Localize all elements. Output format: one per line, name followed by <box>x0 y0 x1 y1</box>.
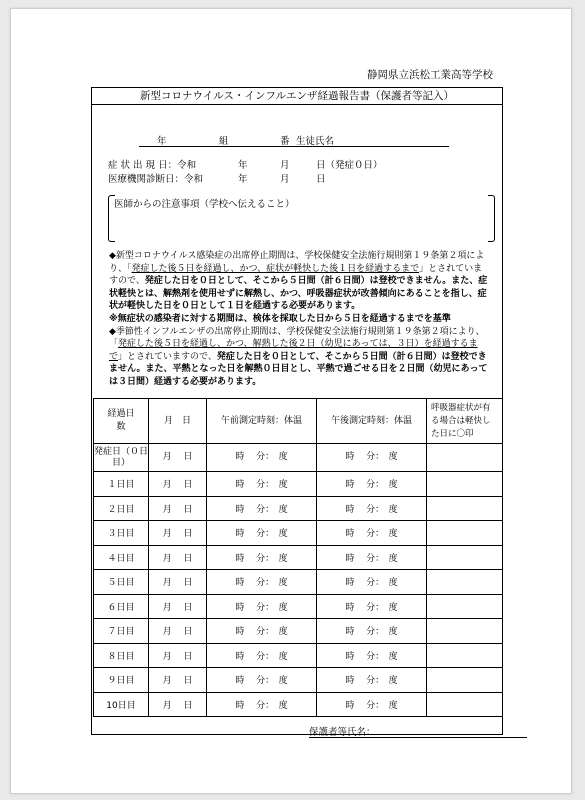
row-date-cell: 月 日 <box>149 496 207 521</box>
header-elapsed-days: 経過日数 <box>94 399 149 444</box>
row-symptom-mark[interactable] <box>427 643 503 668</box>
row-am-time-temp: 時 分： 度 <box>207 444 317 472</box>
flu-rule <box>109 326 491 389</box>
row-am-time-temp: 時 分： 度 <box>207 668 317 693</box>
table-row <box>94 444 503 472</box>
row-am-time-temp: 時 分： 度 <box>207 594 317 619</box>
row-symptom-mark[interactable] <box>427 444 503 472</box>
flu-rule-bold: 発症した日を０日として、そこから５日間（計６日間）は登校できません。また、平熱となった日を解熱０日目とし、平熱で過ごせる日を２日間（幼児にあっては３日間）経過する必要があります。 <box>109 351 488 387</box>
row-date-cell: 月 日 <box>149 668 207 693</box>
row-elapsed-day: ８日目 <box>94 643 149 668</box>
row-date-cell: 月 日 <box>149 521 207 546</box>
table-body <box>94 444 503 717</box>
covid-rule-mid: 」とされていますので、 <box>109 263 483 287</box>
dates-block <box>108 159 408 187</box>
doctor-notes-label: 医師からの注意事項（学校へ伝えること） <box>114 199 295 210</box>
row-am-time-temp: 時 分： 度 <box>207 619 317 644</box>
guardian-name-line <box>309 724 527 738</box>
row-date-cell: 月 日 <box>149 594 207 619</box>
row-symptom-mark[interactable] <box>427 570 503 595</box>
flu-rule-intro: ◆季節性インフルエンザの出席停止期間は、学校保健安全法施行規則第１９条第２項により、「 <box>109 326 485 350</box>
row-elapsed-day: ５日目 <box>94 570 149 595</box>
row-symptom-mark[interactable] <box>427 594 503 619</box>
asymptomatic-note: ※無症状の感染者に対する期間は、検体を採取した日から５日を経過するまでを基準 <box>109 313 451 324</box>
row-am-time-temp: 時 分： 度 <box>207 496 317 521</box>
row-elapsed-day: ４日目 <box>94 545 149 570</box>
row-am-time-temp: 時 分： 度 <box>207 692 317 717</box>
onset-day-label: 日（発症０日） <box>316 160 383 171</box>
row-symptom-mark[interactable] <box>427 496 503 521</box>
flu-rule-underlined: 発症した後５日を経過し、かつ、解熱した後２日（幼児にあっては、３日）を経過するまで <box>109 339 478 362</box>
onset-date-label: 症 状 出 現 日：令和 <box>108 160 197 171</box>
onset-month-label: 月 <box>280 160 290 171</box>
row-elapsed-day: 発症日（０日目） <box>94 444 149 472</box>
row-pm-time-temp: 時 分： 度 <box>317 444 427 472</box>
row-pm-time-temp: 時 分： 度 <box>317 643 427 668</box>
student-class-label: 組 <box>219 136 229 147</box>
attendance-rules <box>109 250 491 389</box>
row-date-cell: 月 日 <box>149 472 207 497</box>
temperature-log-table <box>93 398 503 717</box>
table-row <box>94 545 503 570</box>
student-number-label: 番 <box>280 136 290 147</box>
table-row <box>94 668 503 693</box>
row-elapsed-day: ９日目 <box>94 668 149 693</box>
table-header-row <box>94 399 503 444</box>
notes-bracket-right <box>488 195 495 242</box>
flu-rule-mid: 」とされていますので、 <box>118 351 217 362</box>
row-date-cell: 月 日 <box>149 570 207 595</box>
row-pm-time-temp: 時 分： 度 <box>317 668 427 693</box>
student-name-label: 生徒氏名 <box>296 136 335 147</box>
row-am-time-temp: 時 分： 度 <box>207 472 317 497</box>
diagnosis-month-label: 月 <box>280 174 290 185</box>
table-row <box>94 521 503 546</box>
table-row <box>94 643 503 668</box>
diagnosis-date-line <box>108 173 408 187</box>
row-symptom-mark[interactable] <box>427 668 503 693</box>
row-symptom-mark[interactable] <box>427 619 503 644</box>
student-info-line <box>139 133 449 147</box>
row-pm-time-temp: 時 分： 度 <box>317 594 427 619</box>
row-elapsed-day: ２日目 <box>94 496 149 521</box>
header-pm-temperature: 午後測定時刻：体温 <box>317 399 427 444</box>
diagnosis-day-label: 日 <box>316 174 326 185</box>
row-pm-time-temp: 時 分： 度 <box>317 545 427 570</box>
report-form <box>91 87 503 735</box>
onset-year-label: 年 <box>238 160 248 171</box>
row-elapsed-day: １日目 <box>94 472 149 497</box>
table-row <box>94 496 503 521</box>
row-elapsed-day: ６日目 <box>94 594 149 619</box>
row-symptom-mark[interactable] <box>427 472 503 497</box>
row-symptom-mark[interactable] <box>427 545 503 570</box>
row-elapsed-day: ７日目 <box>94 619 149 644</box>
row-am-time-temp: 時 分： 度 <box>207 570 317 595</box>
row-symptom-mark[interactable] <box>427 521 503 546</box>
table-row <box>94 594 503 619</box>
covid-rule-underlined: 発症した後５日を経過し、かつ、症状が軽快した後１日を経過するまで <box>131 263 420 274</box>
covid-rule <box>109 250 491 313</box>
row-am-time-temp: 時 分： 度 <box>207 521 317 546</box>
student-year-label: 年 <box>157 136 167 147</box>
table-row <box>94 472 503 497</box>
row-pm-time-temp: 時 分： 度 <box>317 472 427 497</box>
row-date-cell: 月 日 <box>149 692 207 717</box>
row-date-cell: 月 日 <box>149 545 207 570</box>
row-date-cell: 月 日 <box>149 444 207 472</box>
guardian-name-label: 保護者等氏名： <box>309 727 376 738</box>
row-pm-time-temp: 時 分： 度 <box>317 692 427 717</box>
form-title: 新型コロナウイルス・インフルエンザ経過報告書（保護者等記入） <box>92 88 502 105</box>
document-page <box>10 8 572 794</box>
row-pm-time-temp: 時 分： 度 <box>317 496 427 521</box>
row-elapsed-day: ３日目 <box>94 521 149 546</box>
row-pm-time-temp: 時 分： 度 <box>317 619 427 644</box>
row-date-cell: 月 日 <box>149 619 207 644</box>
header-date: 月 日 <box>149 399 207 444</box>
onset-date-line <box>108 159 408 173</box>
table-row <box>94 692 503 717</box>
row-am-time-temp: 時 分： 度 <box>207 643 317 668</box>
row-pm-time-temp: 時 分： 度 <box>317 521 427 546</box>
row-date-cell: 月 日 <box>149 643 207 668</box>
row-elapsed-day: 10日目 <box>94 692 149 717</box>
diagnosis-year-label: 年 <box>238 174 248 185</box>
covid-rule-intro: ◆新型コロナウイルス感染症の出席停止期間は、学校保健安全法施行規則第１９条第２項により、「 <box>109 251 485 274</box>
doctor-notes-box <box>108 195 495 240</box>
diagnosis-date-label: 医療機関診断日：令和 <box>108 174 204 185</box>
row-symptom-mark[interactable] <box>427 692 503 717</box>
covid-rule-bold: 発症した日を０日として、そこから５日間（計６日間）は登校できません。また、症状軽快とは、解熱剤を使用せずに解熱し、かつ、呼吸器症状が改善傾向にあることを指し、症状が軽快した日を０日として１日を経過する必要があります。 <box>109 276 488 312</box>
header-symptom-resolved: 呼吸器症状が有る場合は軽快した日に〇印 <box>427 399 503 444</box>
row-am-time-temp: 時 分： 度 <box>207 545 317 570</box>
header-am-temperature: 午前測定時刻：体温 <box>207 399 317 444</box>
row-pm-time-temp: 時 分： 度 <box>317 570 427 595</box>
school-name: 静岡県立浜松工業高等学校 <box>367 69 493 81</box>
table-row <box>94 570 503 595</box>
table-row <box>94 619 503 644</box>
